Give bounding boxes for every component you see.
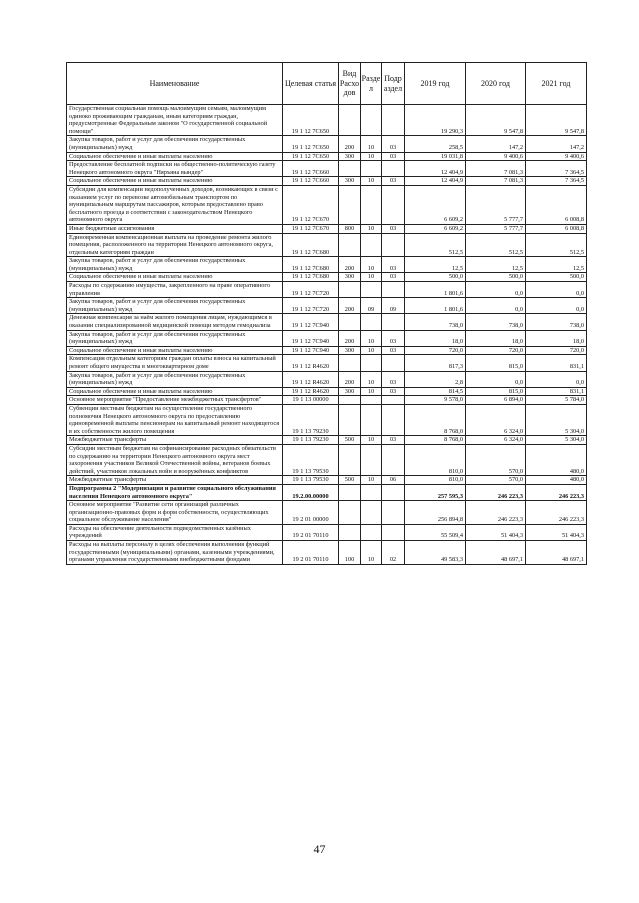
table-row <box>67 524 587 540</box>
cell-expense-type <box>339 185 361 224</box>
cell-2019: 738,0 <box>405 314 466 330</box>
cell-section <box>361 105 382 136</box>
table-body <box>67 105 587 565</box>
budget-table <box>66 62 587 565</box>
cell-section: 10 <box>361 136 382 152</box>
cell-target: 19 2 01 70110 <box>283 541 339 565</box>
cell-2021: 0,0 <box>526 371 587 387</box>
cell-2020: 246 223,3 <box>466 501 526 525</box>
table-row <box>67 355 587 371</box>
cell-name: Социальное обеспечение и иные выплаты населению <box>67 273 283 282</box>
cell-subsection <box>382 314 405 330</box>
cell-name: Основное мероприятие "Развитие сети организаций различных организационно-правовых форм и форм собственности, осуществляющих социальное обслуживание населения" <box>67 501 283 525</box>
cell-expense-type: 200 <box>339 257 361 273</box>
cell-2020: 48 697,1 <box>466 541 526 565</box>
cell-target: 19 1 12 7С940 <box>283 330 339 346</box>
cell-name: Социальное обеспечение и иные выплаты населению <box>67 346 283 355</box>
cell-subsection: 09 <box>382 298 405 314</box>
cell-2020: 570,0 <box>466 476 526 485</box>
cell-target: 19 1 12 7С940 <box>283 346 339 355</box>
table-row <box>67 161 587 177</box>
cell-2020: 18,0 <box>466 330 526 346</box>
cell-expense-type: 200 <box>339 136 361 152</box>
cell-subsection: 03 <box>382 436 405 445</box>
cell-2020: 5 777,7 <box>466 224 526 233</box>
table-row <box>67 105 587 136</box>
cell-2019: 2,8 <box>405 371 466 387</box>
table-row <box>67 136 587 152</box>
cell-2020: 9 400,6 <box>466 152 526 161</box>
cell-name: Закупка товаров, работ и услуг для обеспечения государственных (муниципальных) нужд <box>67 371 283 387</box>
cell-subsection <box>382 484 405 500</box>
cell-subsection: 06 <box>382 476 405 485</box>
cell-section <box>361 314 382 330</box>
cell-2020: 12,5 <box>466 257 526 273</box>
cell-2020: 7 081,3 <box>466 177 526 186</box>
cell-expense-type: 200 <box>339 298 361 314</box>
cell-target: 19 1 12 7С940 <box>283 314 339 330</box>
cell-section: 10 <box>361 436 382 445</box>
header-2021: 2021 год <box>526 63 587 105</box>
cell-expense-type <box>339 233 361 257</box>
table-row <box>67 346 587 355</box>
cell-name: Социальное обеспечение и иные выплаты населению <box>67 152 283 161</box>
cell-expense-type: 300 <box>339 177 361 186</box>
cell-name: Субсидии местным бюджетам на софинансирование расходных обязательств по содержанию на территории Ненецкого автономного округа мест захоронения участников Великой Отечественной войны, ветеранов боевых действий, участников локальных войн и вооружённых конфликтов <box>67 444 283 475</box>
cell-name: Межбюджетные трансферты <box>67 436 283 445</box>
cell-target: 19 1 12 R4620 <box>283 355 339 371</box>
header-2020: 2020 год <box>466 63 526 105</box>
table-row <box>67 396 587 405</box>
cell-section <box>361 161 382 177</box>
cell-target: 19 1 13 79230 <box>283 436 339 445</box>
cell-2019: 814,5 <box>405 387 466 396</box>
cell-2021: 512,5 <box>526 233 587 257</box>
table-row <box>67 177 587 186</box>
cell-target: 19 1 13 79530 <box>283 476 339 485</box>
cell-section: 10 <box>361 257 382 273</box>
cell-2021: 51 404,3 <box>526 524 587 540</box>
table-row <box>67 314 587 330</box>
cell-2020: 51 404,3 <box>466 524 526 540</box>
cell-section <box>361 444 382 475</box>
cell-name: Основное мероприятие "Предоставление межбюджетных трансфертов" <box>67 396 283 405</box>
cell-2019: 18,0 <box>405 330 466 346</box>
cell-2020: 738,0 <box>466 314 526 330</box>
cell-section <box>361 524 382 540</box>
cell-2021: 5 784,0 <box>526 396 587 405</box>
cell-subsection <box>382 161 405 177</box>
cell-2020: 9 547,8 <box>466 105 526 136</box>
cell-2019: 12 404,9 <box>405 161 466 177</box>
cell-section: 10 <box>361 476 382 485</box>
cell-name: Компенсация отдельным категориям граждан оплаты взноса на капитальный ремонт общего имущества в многоквартирном доме <box>67 355 283 371</box>
cell-subsection: 03 <box>382 152 405 161</box>
cell-section <box>361 282 382 298</box>
cell-target: 19.2.00.00000 <box>283 484 339 500</box>
cell-2019: 8 768,0 <box>405 436 466 445</box>
cell-2020: 0,0 <box>466 282 526 298</box>
cell-expense-type: 200 <box>339 371 361 387</box>
cell-2019: 257 595,3 <box>405 484 466 500</box>
header-name: Наименование <box>67 63 283 105</box>
cell-2021: 0,0 <box>526 282 587 298</box>
cell-target: 19 2 01 00000 <box>283 501 339 525</box>
table-row <box>67 152 587 161</box>
table-row <box>67 371 587 387</box>
cell-2021: 9 400,6 <box>526 152 587 161</box>
cell-subsection <box>382 355 405 371</box>
cell-subsection: 03 <box>382 330 405 346</box>
cell-section: 10 <box>361 330 382 346</box>
cell-target: 19 1 12 7С720 <box>283 282 339 298</box>
header-section: Разде л <box>361 63 382 105</box>
cell-target: 19 1 13 00000 <box>283 396 339 405</box>
cell-name: Расходы на обеспечение деятельности подведомственных казённых учреждений <box>67 524 283 540</box>
cell-expense-type: 300 <box>339 273 361 282</box>
cell-2020: 147,2 <box>466 136 526 152</box>
cell-subsection: 02 <box>382 541 405 565</box>
cell-2021: 5 304,0 <box>526 404 587 435</box>
cell-2020: 5 777,7 <box>466 185 526 224</box>
cell-2021: 831,1 <box>526 387 587 396</box>
cell-subsection: 03 <box>382 371 405 387</box>
cell-name: Иные бюджетные ассигнования <box>67 224 283 233</box>
cell-section <box>361 484 382 500</box>
cell-2021: 246 223,3 <box>526 484 587 500</box>
cell-2019: 6 609,2 <box>405 224 466 233</box>
cell-section: 10 <box>361 177 382 186</box>
header-2019: 2019 год <box>405 63 466 105</box>
cell-2020: 512,5 <box>466 233 526 257</box>
cell-target: 19 1 12 7С680 <box>283 273 339 282</box>
cell-section: 10 <box>361 371 382 387</box>
cell-target: 19 1 12 7С670 <box>283 185 339 224</box>
cell-2021: 7 364,5 <box>526 161 587 177</box>
cell-name: Денежная компенсация за наём жилого помещения лицам, нуждающимся в оказании специализированной медицинской помощи методом гемодиализа <box>67 314 283 330</box>
table-row <box>67 444 587 475</box>
cell-name: Социальное обеспечение и иные выплаты населению <box>67 387 283 396</box>
cell-name: Предоставление бесплатной подписки на общественно-политическую газету Ненецкого автономного округа "Няръяна вындер" <box>67 161 283 177</box>
cell-expense-type <box>339 396 361 405</box>
cell-target: 19 1 12 7С650 <box>283 152 339 161</box>
cell-2020: 6 894,0 <box>466 396 526 405</box>
table-row <box>67 501 587 525</box>
table-row <box>67 233 587 257</box>
cell-2020: 0,0 <box>466 298 526 314</box>
cell-2019: 258,5 <box>405 136 466 152</box>
cell-target: 19 1 12 7С650 <box>283 105 339 136</box>
table-row <box>67 282 587 298</box>
cell-section <box>361 355 382 371</box>
cell-name: Расходы по содержанию имущества, закрепленного на праве оперативного управления <box>67 282 283 298</box>
cell-2020: 6 324,0 <box>466 404 526 435</box>
cell-2021: 480,0 <box>526 444 587 475</box>
cell-expense-type <box>339 314 361 330</box>
cell-expense-type <box>339 282 361 298</box>
cell-name: Социальное обеспечение и иные выплаты населению <box>67 177 283 186</box>
cell-2019: 1 801,6 <box>405 282 466 298</box>
cell-section: 10 <box>361 224 382 233</box>
cell-2021: 720,0 <box>526 346 587 355</box>
cell-section: 10 <box>361 346 382 355</box>
cell-name: Закупка товаров, работ и услуг для обеспечения государственных (муниципальных) нужд <box>67 136 283 152</box>
cell-2020: 7 081,3 <box>466 161 526 177</box>
cell-section <box>361 404 382 435</box>
cell-section: 10 <box>361 541 382 565</box>
table-row <box>67 484 587 500</box>
cell-2021: 6 008,8 <box>526 185 587 224</box>
cell-2019: 8 768,0 <box>405 404 466 435</box>
cell-2019: 1 801,6 <box>405 298 466 314</box>
cell-2021: 5 304,0 <box>526 436 587 445</box>
cell-expense-type <box>339 404 361 435</box>
cell-subsection: 03 <box>382 177 405 186</box>
cell-name: Подпрограмма 2 "Модернизация и развитие социального обслуживания населения Ненецкого автономного округа" <box>67 484 283 500</box>
table-row <box>67 330 587 346</box>
cell-2021: 246 223,3 <box>526 501 587 525</box>
cell-subsection <box>382 396 405 405</box>
cell-target: 19 2 01 70110 <box>283 524 339 540</box>
cell-expense-type: 300 <box>339 387 361 396</box>
cell-2019: 810,0 <box>405 444 466 475</box>
cell-2021: 7 364,5 <box>526 177 587 186</box>
cell-2020: 815,0 <box>466 355 526 371</box>
table-row <box>67 476 587 485</box>
cell-2021: 738,0 <box>526 314 587 330</box>
cell-2020: 815,0 <box>466 387 526 396</box>
cell-2019: 55 509,4 <box>405 524 466 540</box>
cell-expense-type: 500 <box>339 436 361 445</box>
cell-target: 19 1 12 7С680 <box>283 233 339 257</box>
cell-2019: 6 609,2 <box>405 185 466 224</box>
cell-name: Закупка товаров, работ и услуг для обеспечения государственных (муниципальных) нужд <box>67 330 283 346</box>
cell-expense-type: 800 <box>339 224 361 233</box>
cell-target: 19 1 12 R4620 <box>283 371 339 387</box>
cell-name: Субвенции местным бюджетам на осуществление государственного полномочия Ненецкого автономного округа по предоставлению единовременной выплаты пенсионерам на капитальный ремонт находящегося в их собственности жилого помещения <box>67 404 283 435</box>
cell-subsection: 03 <box>382 273 405 282</box>
table-row <box>67 436 587 445</box>
cell-2020: 500,0 <box>466 273 526 282</box>
cell-expense-type: 300 <box>339 152 361 161</box>
cell-subsection <box>382 524 405 540</box>
cell-2019: 256 894,8 <box>405 501 466 525</box>
cell-section <box>361 501 382 525</box>
cell-expense-type: 300 <box>339 346 361 355</box>
cell-expense-type <box>339 355 361 371</box>
cell-2021: 831,1 <box>526 355 587 371</box>
cell-2019: 500,0 <box>405 273 466 282</box>
header-subsection: Подр аздел <box>382 63 405 105</box>
cell-target: 19 1 12 7С720 <box>283 298 339 314</box>
cell-expense-type: 200 <box>339 330 361 346</box>
cell-section: 10 <box>361 387 382 396</box>
cell-2019: 810,0 <box>405 476 466 485</box>
table-row <box>67 185 587 224</box>
cell-subsection <box>382 105 405 136</box>
table-row <box>67 298 587 314</box>
cell-2019: 12 404,9 <box>405 177 466 186</box>
cell-2019: 720,0 <box>405 346 466 355</box>
cell-expense-type <box>339 484 361 500</box>
cell-2021: 18,0 <box>526 330 587 346</box>
table-row <box>67 404 587 435</box>
cell-2021: 500,0 <box>526 273 587 282</box>
cell-2020: 246 223,3 <box>466 484 526 500</box>
cell-target: 19 1 12 7С670 <box>283 224 339 233</box>
cell-2019: 9 578,0 <box>405 396 466 405</box>
cell-subsection: 03 <box>382 387 405 396</box>
table-row <box>67 541 587 565</box>
cell-expense-type: 500 <box>339 476 361 485</box>
cell-name: Субсидии для компенсации недополученных доходов, возникающих в связи с оказанием услуг по перевозке автомобильным транспортом по муниципальным маршрутам пассажиров, которым предоставлено право бесплатного проезда в соответствии с законодательством Ненецкого автономного округа <box>67 185 283 224</box>
cell-subsection <box>382 185 405 224</box>
cell-2019: 19 290,3 <box>405 105 466 136</box>
cell-expense-type <box>339 105 361 136</box>
cell-target: 19 1 12 7С650 <box>283 136 339 152</box>
cell-2020: 720,0 <box>466 346 526 355</box>
cell-subsection: 03 <box>382 346 405 355</box>
cell-expense-type <box>339 524 361 540</box>
cell-2019: 512,5 <box>405 233 466 257</box>
cell-target: 19 1 12 7С680 <box>283 257 339 273</box>
cell-name: Единовременная компенсационная выплата на проведение ремонта жилого помещения, расположенного на территории Ненецкого автономного округа, отдельным категориям граждан <box>67 233 283 257</box>
cell-2019: 817,3 <box>405 355 466 371</box>
cell-subsection: 03 <box>382 224 405 233</box>
header-target: Целевая статья <box>283 63 339 105</box>
cell-2021: 9 547,8 <box>526 105 587 136</box>
cell-target: 19 1 12 R4620 <box>283 387 339 396</box>
cell-expense-type: 100 <box>339 541 361 565</box>
cell-2021: 6 008,8 <box>526 224 587 233</box>
cell-section <box>361 396 382 405</box>
cell-subsection <box>382 282 405 298</box>
cell-section: 09 <box>361 298 382 314</box>
cell-2021: 48 697,1 <box>526 541 587 565</box>
cell-name: Расходы на выплаты персоналу в целях обеспечения выполнения функций государственными (муниципальными) органами, казенными учреждениями, органами управления государственными внебюджетными фондами <box>67 541 283 565</box>
cell-name: Межбюджетные трансферты <box>67 476 283 485</box>
cell-name: Закупка товаров, работ и услуг для обеспечения государственных (муниципальных) нужд <box>67 257 283 273</box>
table-row <box>67 273 587 282</box>
cell-section: 10 <box>361 152 382 161</box>
cell-section <box>361 185 382 224</box>
cell-2019: 12,5 <box>405 257 466 273</box>
cell-subsection <box>382 501 405 525</box>
cell-2020: 0,0 <box>466 371 526 387</box>
cell-2021: 480,0 <box>526 476 587 485</box>
page-number: 47 <box>313 842 326 856</box>
cell-section: 10 <box>361 273 382 282</box>
cell-target: 19 1 13 79230 <box>283 404 339 435</box>
table-row <box>67 257 587 273</box>
header-row <box>67 63 587 105</box>
cell-expense-type <box>339 501 361 525</box>
table-row <box>67 224 587 233</box>
cell-subsection: 03 <box>382 257 405 273</box>
cell-name: Закупка товаров, работ и услуг для обеспечения государственных (муниципальных) нужд <box>67 298 283 314</box>
cell-2019: 49 583,3 <box>405 541 466 565</box>
cell-2020: 6 324,0 <box>466 436 526 445</box>
cell-target: 19 1 12 7С660 <box>283 161 339 177</box>
cell-2021: 147,2 <box>526 136 587 152</box>
document-page <box>66 62 586 565</box>
cell-subsection: 03 <box>382 136 405 152</box>
header-expense-type: Вид Расхо дов <box>339 63 361 105</box>
cell-name: Государственная социальная помощь малоимущим семьям, малоимущим одиноко проживающим гражданам, иным категориям граждан, предусмотренные Федеральным законом "О государственной социальной помощи" <box>67 105 283 136</box>
cell-2021: 12,5 <box>526 257 587 273</box>
cell-2021: 0,0 <box>526 298 587 314</box>
cell-section <box>361 233 382 257</box>
cell-subsection <box>382 404 405 435</box>
table-row <box>67 387 587 396</box>
cell-2020: 570,0 <box>466 444 526 475</box>
cell-target: 19 1 13 79530 <box>283 444 339 475</box>
cell-expense-type <box>339 444 361 475</box>
cell-target: 19 1 12 7С660 <box>283 177 339 186</box>
cell-2019: 19 031,8 <box>405 152 466 161</box>
cell-expense-type <box>339 161 361 177</box>
cell-subsection <box>382 233 405 257</box>
cell-subsection <box>382 444 405 475</box>
